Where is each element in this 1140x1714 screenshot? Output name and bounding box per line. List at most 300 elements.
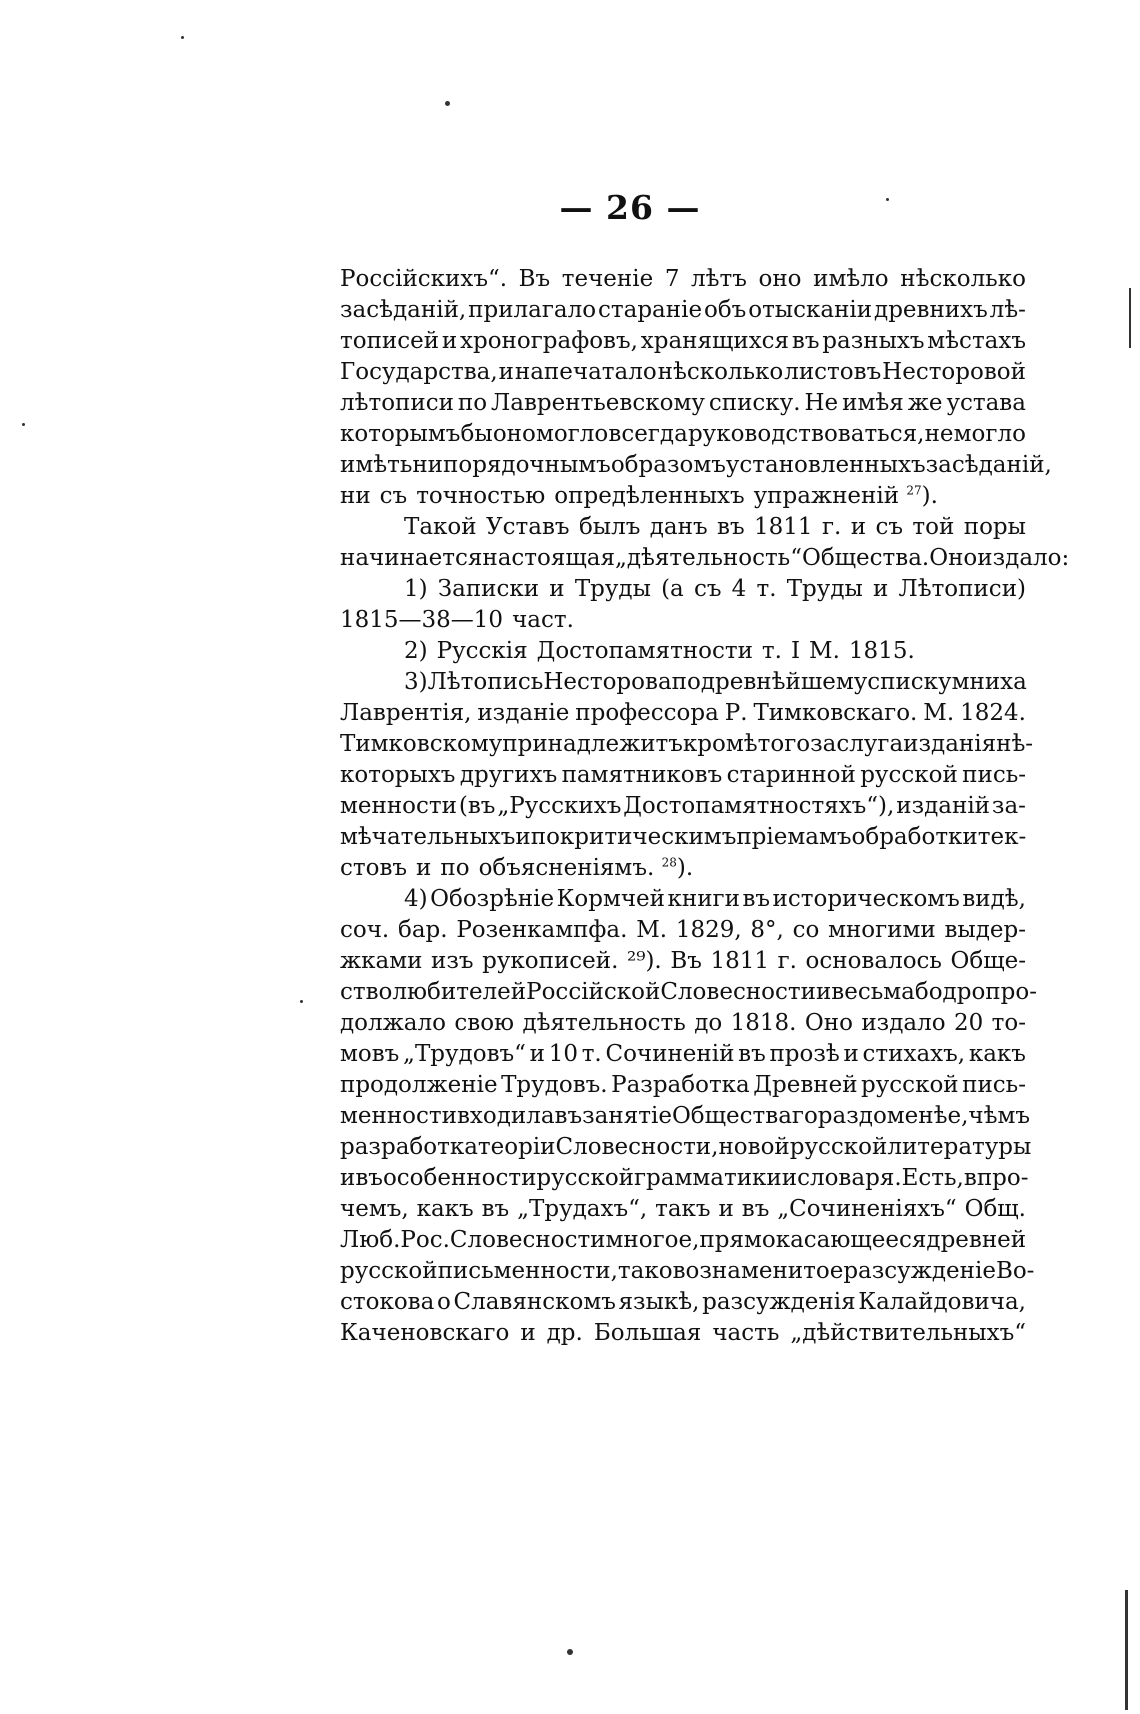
word: Каченовскаго — [340, 1320, 510, 1346]
word: Разработка — [611, 1072, 750, 1098]
word: изъ — [431, 948, 474, 974]
word: Россійскихъ“. — [340, 266, 508, 292]
word: русской — [860, 762, 958, 788]
text-line — [340, 543, 1070, 574]
speck — [445, 101, 450, 106]
word: любителей — [392, 979, 527, 1005]
word: точностью — [416, 483, 546, 509]
word: профессора — [575, 700, 719, 726]
word: имѣть — [340, 452, 413, 478]
word: 4) — [404, 886, 428, 912]
word: Обозрѣніе — [430, 886, 555, 912]
word: имѣя — [842, 390, 904, 416]
word: рукописей. — [482, 948, 619, 974]
word: русской — [536, 1165, 634, 1191]
word: хранящихся — [640, 328, 790, 354]
word: языкѣ, — [618, 1289, 700, 1315]
word: Розенкампфа. — [456, 917, 628, 943]
word: Лѣтопись — [427, 669, 544, 695]
word: выдер- — [944, 917, 1026, 943]
word: 10 — [548, 1041, 578, 1067]
word: разсужденія — [702, 1289, 856, 1315]
word: др. — [546, 1320, 583, 1346]
text-line — [340, 822, 1026, 853]
word: Есть, — [901, 1165, 964, 1191]
word: Трудовъ. — [501, 1072, 608, 1098]
word: ство — [340, 979, 393, 1005]
word: которыхъ — [340, 762, 456, 788]
word: принадлежитъ — [502, 731, 683, 757]
text-line — [340, 884, 1026, 915]
word: въ — [791, 328, 820, 354]
word: „дѣятельность“ — [614, 545, 802, 571]
word: по — [440, 855, 470, 881]
word: Русскія — [436, 638, 528, 664]
text-line — [340, 915, 1026, 946]
text-line — [340, 729, 1034, 760]
text-line — [340, 264, 1026, 295]
word: т. — [756, 576, 777, 602]
word: того — [757, 731, 811, 757]
word: Общества — [671, 1103, 792, 1129]
word: русской — [789, 1134, 888, 1160]
word: съ — [693, 576, 722, 602]
word: изданіе — [477, 700, 570, 726]
word: объ — [703, 297, 747, 323]
word: и — [872, 576, 889, 602]
word: Лаврентія, — [340, 700, 472, 726]
scan-edge-mark — [1129, 288, 1131, 348]
word: Государства, — [340, 359, 498, 385]
word: русской — [340, 1258, 438, 1284]
footnote-ref: 28 — [661, 855, 677, 870]
word: Оно — [929, 545, 978, 571]
word: и — [515, 824, 531, 850]
word: оно — [492, 421, 536, 447]
word: прозѣ — [769, 1041, 840, 1067]
text-line — [340, 1132, 1032, 1163]
word: 1815. — [848, 638, 915, 664]
word: той — [912, 514, 955, 540]
punctuation: ). — [676, 855, 694, 881]
word: съ — [875, 514, 904, 540]
word: впро- — [963, 1165, 1029, 1191]
word: литературы — [887, 1134, 1032, 1160]
word: т. — [581, 1041, 602, 1067]
text-line — [340, 357, 1026, 388]
text-line — [340, 388, 1026, 419]
word: основалось — [805, 948, 942, 974]
word: оно — [758, 266, 802, 292]
word: 4 — [731, 576, 747, 602]
word: за- — [991, 793, 1026, 819]
word: какъ — [968, 1041, 1026, 1067]
word: Общества. — [801, 545, 930, 571]
word: про- — [985, 979, 1037, 1005]
word: Калайдовича, — [858, 1289, 1026, 1315]
word: разработка — [340, 1134, 478, 1160]
word: Р. — [724, 700, 748, 726]
word: грамматики — [634, 1165, 782, 1191]
word: г. — [777, 948, 797, 974]
word: могло — [953, 421, 1026, 447]
word: и — [340, 1165, 356, 1191]
word: I — [790, 638, 801, 664]
word: 7 — [664, 266, 680, 292]
word: Не — [804, 390, 839, 416]
word: весьма — [831, 979, 915, 1005]
word: заслуга — [810, 731, 904, 757]
word: Лѣтописи) — [898, 576, 1026, 602]
word: критическимъ — [559, 824, 737, 850]
speck — [886, 198, 889, 201]
word: „Трудовъ“ — [403, 1041, 526, 1067]
word: Труды — [786, 576, 863, 602]
word: Славянскомъ — [453, 1289, 616, 1315]
word: чѣмъ — [968, 1103, 1031, 1129]
word: дѣятельность — [522, 1010, 686, 1036]
word: чемъ, — [340, 1196, 409, 1222]
word: и — [520, 1320, 536, 1346]
word: въ — [481, 1196, 510, 1222]
word: лѣтописи — [340, 390, 454, 416]
speck — [22, 423, 25, 426]
word: изданій — [896, 793, 991, 819]
word: лѣтъ — [691, 266, 747, 292]
word: былъ — [578, 514, 641, 540]
word: касающееся — [775, 1227, 927, 1253]
word: не — [924, 421, 954, 447]
word: „Трудахъ“, — [517, 1196, 648, 1222]
word: прилагало — [468, 297, 597, 323]
word: част. — [512, 607, 574, 633]
text-line — [340, 574, 1026, 605]
word: 3) — [404, 669, 428, 695]
word: настоящая — [482, 545, 615, 571]
word: Большая — [593, 1320, 702, 1346]
word: Словесности — [449, 1227, 606, 1253]
word: входила — [456, 1103, 555, 1129]
word: Въ — [670, 948, 702, 974]
text-line — [340, 946, 1026, 977]
body-text — [340, 264, 1070, 1349]
word: кромѣ — [682, 731, 758, 757]
word: порядочнымъ — [443, 452, 611, 478]
word: менности — [340, 1103, 457, 1129]
word: Рос. — [400, 1227, 450, 1253]
word: памятниковъ — [561, 762, 723, 788]
word: листовъ — [784, 359, 882, 385]
word: бодро — [914, 979, 986, 1005]
word: то- — [991, 1010, 1026, 1036]
text-line — [340, 1070, 1026, 1101]
speck — [181, 36, 184, 39]
word: М. — [809, 638, 840, 664]
word: многое, — [605, 1227, 700, 1253]
text-line — [340, 636, 1026, 667]
word: старинной — [726, 762, 856, 788]
word: по — [671, 669, 701, 695]
word: М. — [923, 700, 955, 726]
word: обработки — [851, 824, 978, 850]
word: 1818. — [730, 1010, 797, 1036]
footnote-ref: 27 — [906, 483, 922, 498]
word: такъ — [655, 1196, 711, 1222]
word: и — [549, 576, 565, 602]
word: какъ — [416, 1196, 474, 1222]
text-line — [340, 1225, 1026, 1256]
word: Словесности, — [555, 1134, 719, 1160]
word: (въ — [458, 793, 496, 819]
word: данъ — [649, 514, 708, 540]
word: и — [843, 1041, 859, 1067]
speck — [567, 1649, 573, 1655]
word: мниха — [951, 669, 1027, 695]
word: 1829, — [675, 917, 742, 943]
text-line — [340, 977, 1037, 1008]
word: засѣданій, — [340, 297, 467, 323]
word: 1) — [404, 576, 428, 602]
text-line — [340, 1163, 1029, 1194]
word: Словесности — [660, 979, 816, 1005]
word: со — [792, 917, 820, 943]
word: установленныхъ — [725, 452, 926, 478]
word: свою — [454, 1010, 515, 1036]
word: Общ. — [964, 1196, 1026, 1222]
word: издало: — [977, 545, 1070, 571]
text-line — [340, 1008, 1026, 1039]
word: могло — [536, 421, 609, 447]
word: занятіе — [582, 1103, 672, 1129]
word: таково — [617, 1258, 700, 1284]
word: Записки — [437, 576, 540, 602]
word: стовъ — [340, 855, 408, 881]
word: теоріи — [477, 1134, 556, 1160]
word: образомъ — [610, 452, 726, 478]
word: (а — [661, 576, 684, 602]
word: прямо — [699, 1227, 776, 1253]
word: разныхъ — [822, 328, 925, 354]
word: пись- — [962, 1072, 1026, 1098]
word: Древней — [753, 1072, 858, 1098]
text-line — [340, 853, 1026, 884]
word: Достопамятности — [536, 638, 753, 664]
word: многими — [828, 917, 936, 943]
word: въ — [355, 1165, 383, 1191]
word: издало — [861, 1010, 946, 1036]
word: Во- — [995, 1258, 1035, 1284]
word: бар. — [397, 917, 448, 943]
word: пріемамъ — [736, 824, 852, 850]
word: о — [437, 1289, 451, 1315]
word: должало — [340, 1010, 446, 1036]
word: книги — [667, 886, 740, 912]
text-line — [340, 450, 1052, 481]
word: Уставъ — [486, 514, 570, 540]
word: поры — [963, 514, 1026, 540]
word: по — [530, 824, 560, 850]
word: стихахъ, — [862, 1041, 966, 1067]
word: въ — [742, 886, 771, 912]
word: словаря. — [797, 1165, 902, 1191]
text-line — [340, 605, 1026, 636]
word: 1811 — [754, 514, 813, 540]
word-final: упражненій — [753, 483, 900, 509]
word: соч. — [340, 917, 390, 943]
word: мовъ — [340, 1041, 400, 1067]
text-line — [340, 419, 1026, 450]
word: новой — [718, 1134, 790, 1160]
text-line — [340, 667, 1026, 698]
word: Тимковскому — [340, 731, 503, 757]
word: Кормчей — [556, 886, 666, 912]
word: начинается — [340, 545, 483, 571]
word: особенности — [382, 1165, 537, 1191]
word: стокова — [340, 1289, 435, 1315]
text-line — [340, 295, 1026, 326]
word: и — [441, 328, 458, 354]
word: знаменитое — [699, 1258, 844, 1284]
word: „Русскихъ — [497, 793, 622, 819]
word: хронографовъ, — [460, 328, 638, 354]
word: руководствоваться, — [687, 421, 925, 447]
word: другихъ — [459, 762, 558, 788]
word: менности — [340, 793, 457, 819]
text-line — [340, 1256, 1035, 1287]
word: и — [718, 1196, 734, 1222]
word: всегда — [608, 421, 688, 447]
word: Лаврентьевскому — [491, 390, 705, 416]
word: нѣсколько — [657, 359, 784, 385]
page-number: — 26 — — [559, 188, 701, 227]
word: Труды — [574, 576, 651, 602]
word: Достопамятностяхъ“), — [623, 793, 895, 819]
word: „Сочиненіяхъ“ — [777, 1196, 957, 1222]
word: пись- — [962, 762, 1026, 788]
word: Такой — [404, 514, 477, 540]
word: русской — [861, 1072, 959, 1098]
word: и — [498, 359, 514, 385]
text-line — [340, 1318, 1026, 1349]
word: 1815—38—10 — [340, 607, 504, 633]
word: и — [815, 979, 832, 1005]
word: историческомъ — [772, 886, 960, 912]
word: которымъ — [340, 421, 461, 447]
word: Тимковскаго. — [753, 700, 918, 726]
word: Обще- — [950, 948, 1026, 974]
word: имѣло — [813, 266, 889, 292]
word: списку. — [708, 390, 801, 416]
word: нѣ- — [996, 731, 1034, 757]
word: ни — [412, 452, 444, 478]
word: Несторовой — [882, 359, 1026, 385]
word: г. — [821, 514, 842, 540]
word: и — [416, 855, 432, 881]
word: и — [781, 1165, 798, 1191]
text-line — [340, 698, 1026, 729]
word: Въ — [518, 266, 551, 292]
word — [479, 853, 694, 884]
word: засѣданій, — [925, 452, 1052, 478]
word: бы — [460, 421, 493, 447]
word: Сочиненій — [605, 1041, 735, 1067]
word: отысканіи — [748, 297, 873, 323]
word: часть — [712, 1320, 780, 1346]
word: по — [457, 390, 488, 416]
word: Несторова — [543, 669, 672, 695]
word: Оно — [804, 1010, 853, 1036]
word: т. — [761, 638, 782, 664]
word: продолженіе — [340, 1072, 498, 1098]
word: стараніе — [598, 297, 703, 323]
word: „дѣйствительныхъ“ — [790, 1320, 1026, 1346]
word: изданія — [903, 731, 997, 757]
word: 2) — [404, 638, 428, 664]
word: М. — [636, 917, 668, 943]
text-line — [340, 512, 1026, 543]
word: ²⁹). — [627, 948, 662, 974]
word: нѣсколько — [900, 266, 1026, 292]
word: и — [850, 514, 867, 540]
text-line — [340, 1287, 1026, 1318]
text-line — [340, 1039, 1026, 1070]
text-line — [340, 760, 1026, 791]
speck — [300, 1000, 303, 1003]
word: Люб. — [340, 1227, 401, 1253]
word: мѣчательныхъ — [340, 824, 516, 850]
word: въ — [741, 1196, 770, 1222]
word: древнихъ — [874, 297, 988, 323]
word: съ — [379, 483, 408, 509]
word: письменности, — [437, 1258, 618, 1284]
word: жками — [340, 948, 423, 974]
word: видѣ, — [962, 886, 1026, 912]
word-final: объясненіямъ. — [478, 855, 655, 881]
word: Россійской — [526, 979, 661, 1005]
word: въ — [738, 1041, 766, 1067]
word: 1824. — [960, 700, 1026, 726]
word: же — [907, 390, 943, 416]
word: опредѣленныхъ — [554, 483, 745, 509]
text-line — [340, 1101, 1031, 1132]
word: ни — [340, 483, 371, 509]
word: 8°, — [750, 917, 784, 943]
word: 20 — [953, 1010, 984, 1036]
word: древней — [926, 1227, 1027, 1253]
text-line — [340, 481, 1026, 512]
word: мѣстахъ — [927, 328, 1026, 354]
word: древнѣйшему — [700, 669, 868, 695]
punctuation: ). — [921, 483, 938, 509]
word: напечатало — [514, 359, 657, 385]
word: менѣе, — [886, 1103, 969, 1129]
word: тописей — [340, 328, 440, 354]
word: до — [694, 1010, 723, 1036]
scan-edge-mark — [1125, 1590, 1128, 1710]
word: лѣ- — [989, 297, 1026, 323]
word: списку — [867, 669, 952, 695]
word: теченіе — [561, 266, 654, 292]
word: разсужденіе — [843, 1258, 996, 1284]
word: и — [529, 1041, 545, 1067]
text-line — [340, 791, 1026, 822]
word: въ — [717, 514, 745, 540]
text-line — [340, 1194, 1026, 1225]
word: въ — [554, 1103, 583, 1129]
word: гораздо — [791, 1103, 887, 1129]
word: 1811 — [710, 948, 769, 974]
word: устава — [946, 390, 1026, 416]
